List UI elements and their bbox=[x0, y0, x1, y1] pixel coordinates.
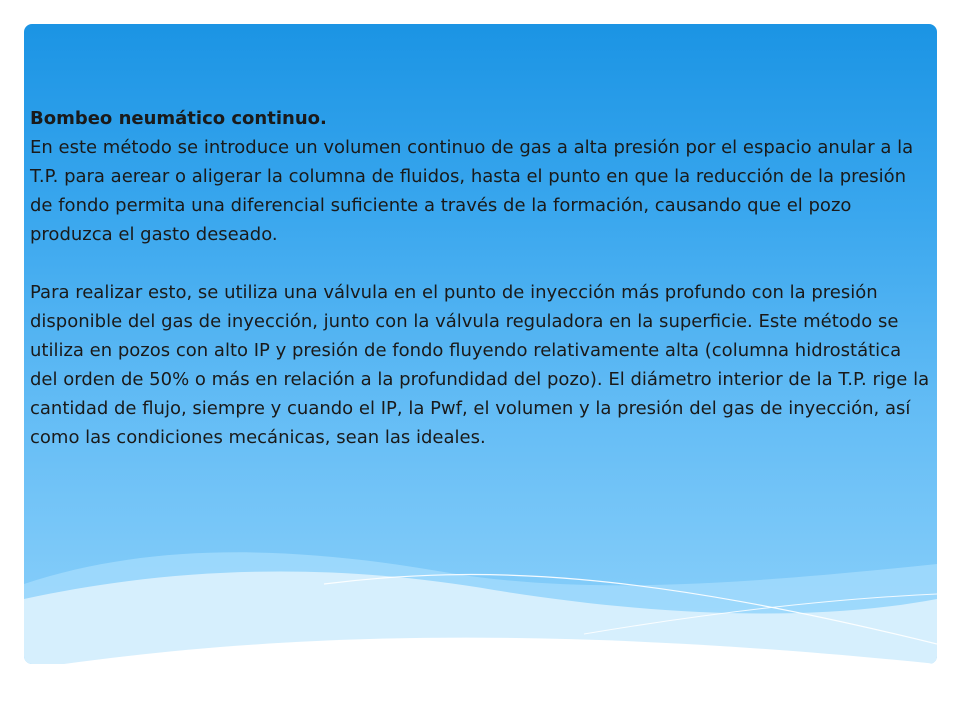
slide-text bbox=[30, 104, 930, 452]
paragraph-2: Para realizar esto, se utiliza una válvula en el punto de inyección más profundo con la presión disponible del gas de inyección, junto con la válvula reguladora en la superficie. Este método se utiliza en pozos con alto IP y presión de fondo fluyendo relativamente alta (columna hidrostática del orden de 50% o más en relación a la profundidad del pozo). El diámetro interior de la T.P. rige la cantidad de flujo, siempre y cuando el IP, la Pwf, el volumen y la presión del gas de inyección, así como las condiciones mecánicas, sean las ideales. bbox=[30, 282, 930, 448]
paragraph-gap bbox=[30, 249, 930, 278]
paragraph-1: En este método se introduce un volumen continuo de gas a alta presión por el espacio anular a la T.P. para aerear o aligerar la columna de fluidos, hasta el punto en que la reducción de la presión de fondo permita una diferencial suficiente a través de la formación, causando que el pozo produzca el gasto deseado. bbox=[30, 137, 914, 245]
blue-gradient-panel bbox=[24, 24, 937, 664]
slide-title: Bombeo neumático continuo. bbox=[30, 108, 327, 129]
